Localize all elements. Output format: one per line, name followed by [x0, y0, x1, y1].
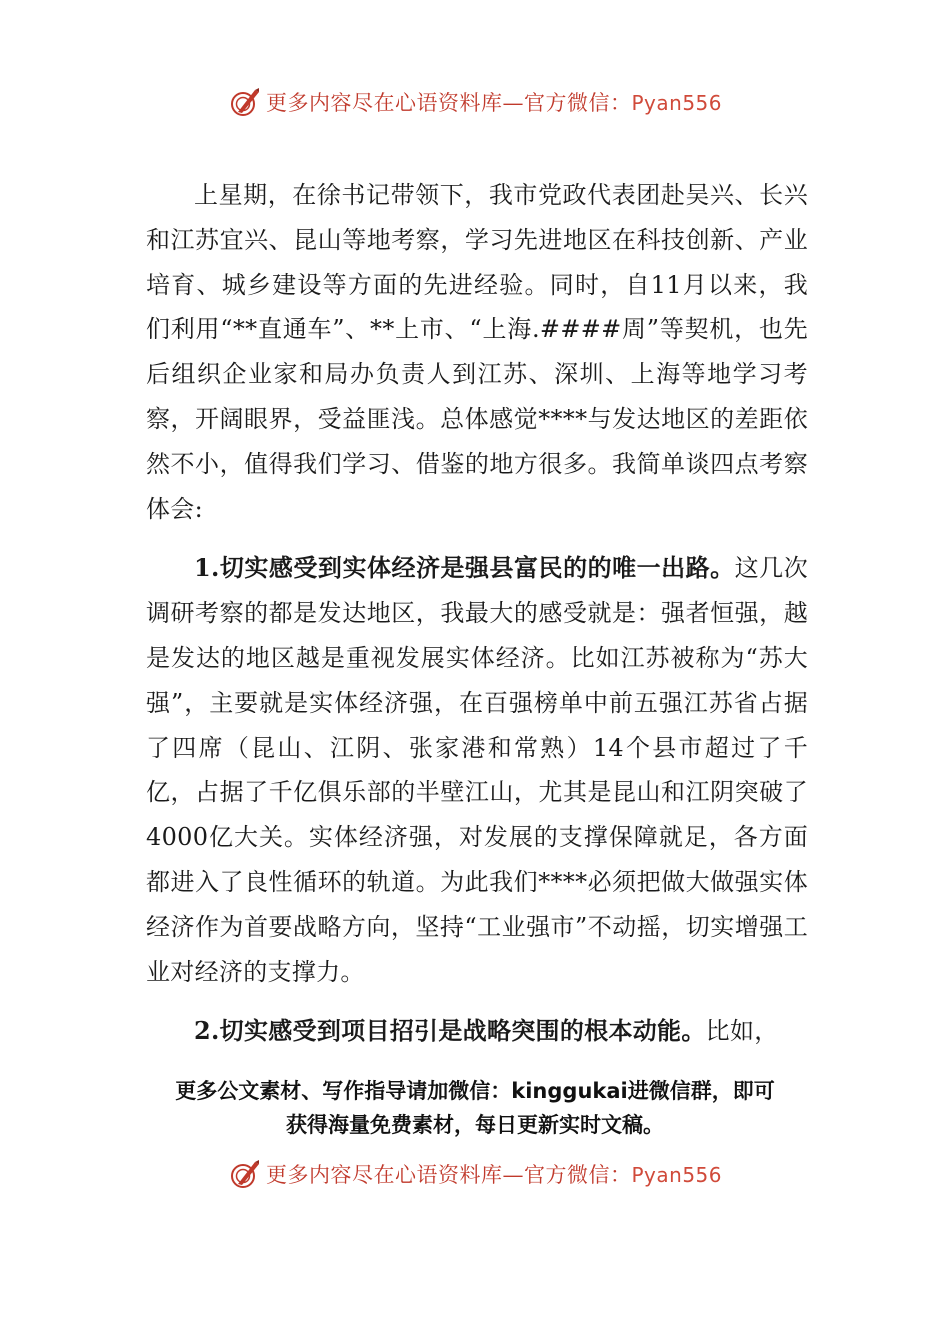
document-body — [146, 173, 808, 1054]
header-wechat-handle: Pyan556 — [631, 91, 722, 115]
paragraph-intro-text: 上星期，在徐书记带领下，我市党政代表团赴吴兴、长兴和江苏宜兴、昆山等地考察，学习先进地区在科技创新、产业培育、城乡建设等方面的先进经验。同时，自11月以来，我们利用“**直通车”、**上市、“上海.####周”等契机，也先后组织企业家和局办负责人到江苏、深圳、上海等地学习考察，开阔眼界，受益匪浅。总体感觉****与发达地区的差距依然不小，值得我们学习、借鉴的地方很多。我简单谈四点考察体会: — [146, 181, 808, 523]
paragraph-point-2-text: 比如， — [705, 1017, 779, 1046]
paragraph-point-1 — [146, 546, 808, 994]
quill-pen-logo-icon — [228, 85, 262, 119]
quill-pen-logo-icon — [228, 1157, 262, 1191]
promo-line-2: 获得海量免费素材，每日更新实时文稿。 — [286, 1113, 664, 1137]
footer-watermark-text: 更多内容尽在心语资料库—官方微信：Pyan556 — [265, 1163, 722, 1187]
paragraph-point-1-heading: 1.切实感受到实体经济是强县富民的的唯一出路。 — [194, 553, 735, 583]
paragraph-point-2 — [146, 1009, 808, 1054]
paragraph-point-1-text: 这几次调研考察的都是发达地区，我最大的感受就是：强者恒强，越是发达的地区越是重视发展实体经济。比如江苏被称为“苏大强”，主要就是实体经济强，在百强榜单中前五强江苏省占据了四席（昆山、江阴、张家港和常熟）14个县市超过了千亿，占据了千亿俱乐部的半壁江山，尤其是昆山和江阴突破了4000亿大关。实体经济强，对发展的支撑保障就足，各方面都进入了良性循环的轨道。为此我们****必须把做大做强实体经济作为首要战略方向，坚持“工业强市”不动摇，切实增强工业对经济的支撑力。 — [146, 554, 809, 986]
promo-notice — [95, 1074, 855, 1142]
footer-wechat-handle: Pyan556 — [631, 1163, 722, 1187]
footer-watermark-banner — [0, 1152, 950, 1196]
paragraph-intro — [146, 173, 808, 531]
header-watermark-banner — [0, 80, 950, 124]
promo-line-1: 更多公文素材、写作指导请加微信：kinggukai进微信群，即可 — [175, 1079, 775, 1103]
header-watermark-text: 更多内容尽在心语资料库—官方微信：Pyan556 — [265, 91, 722, 115]
paragraph-point-2-heading: 2.切实感受到项目招引是战略突围的根本动能。 — [194, 1016, 706, 1046]
